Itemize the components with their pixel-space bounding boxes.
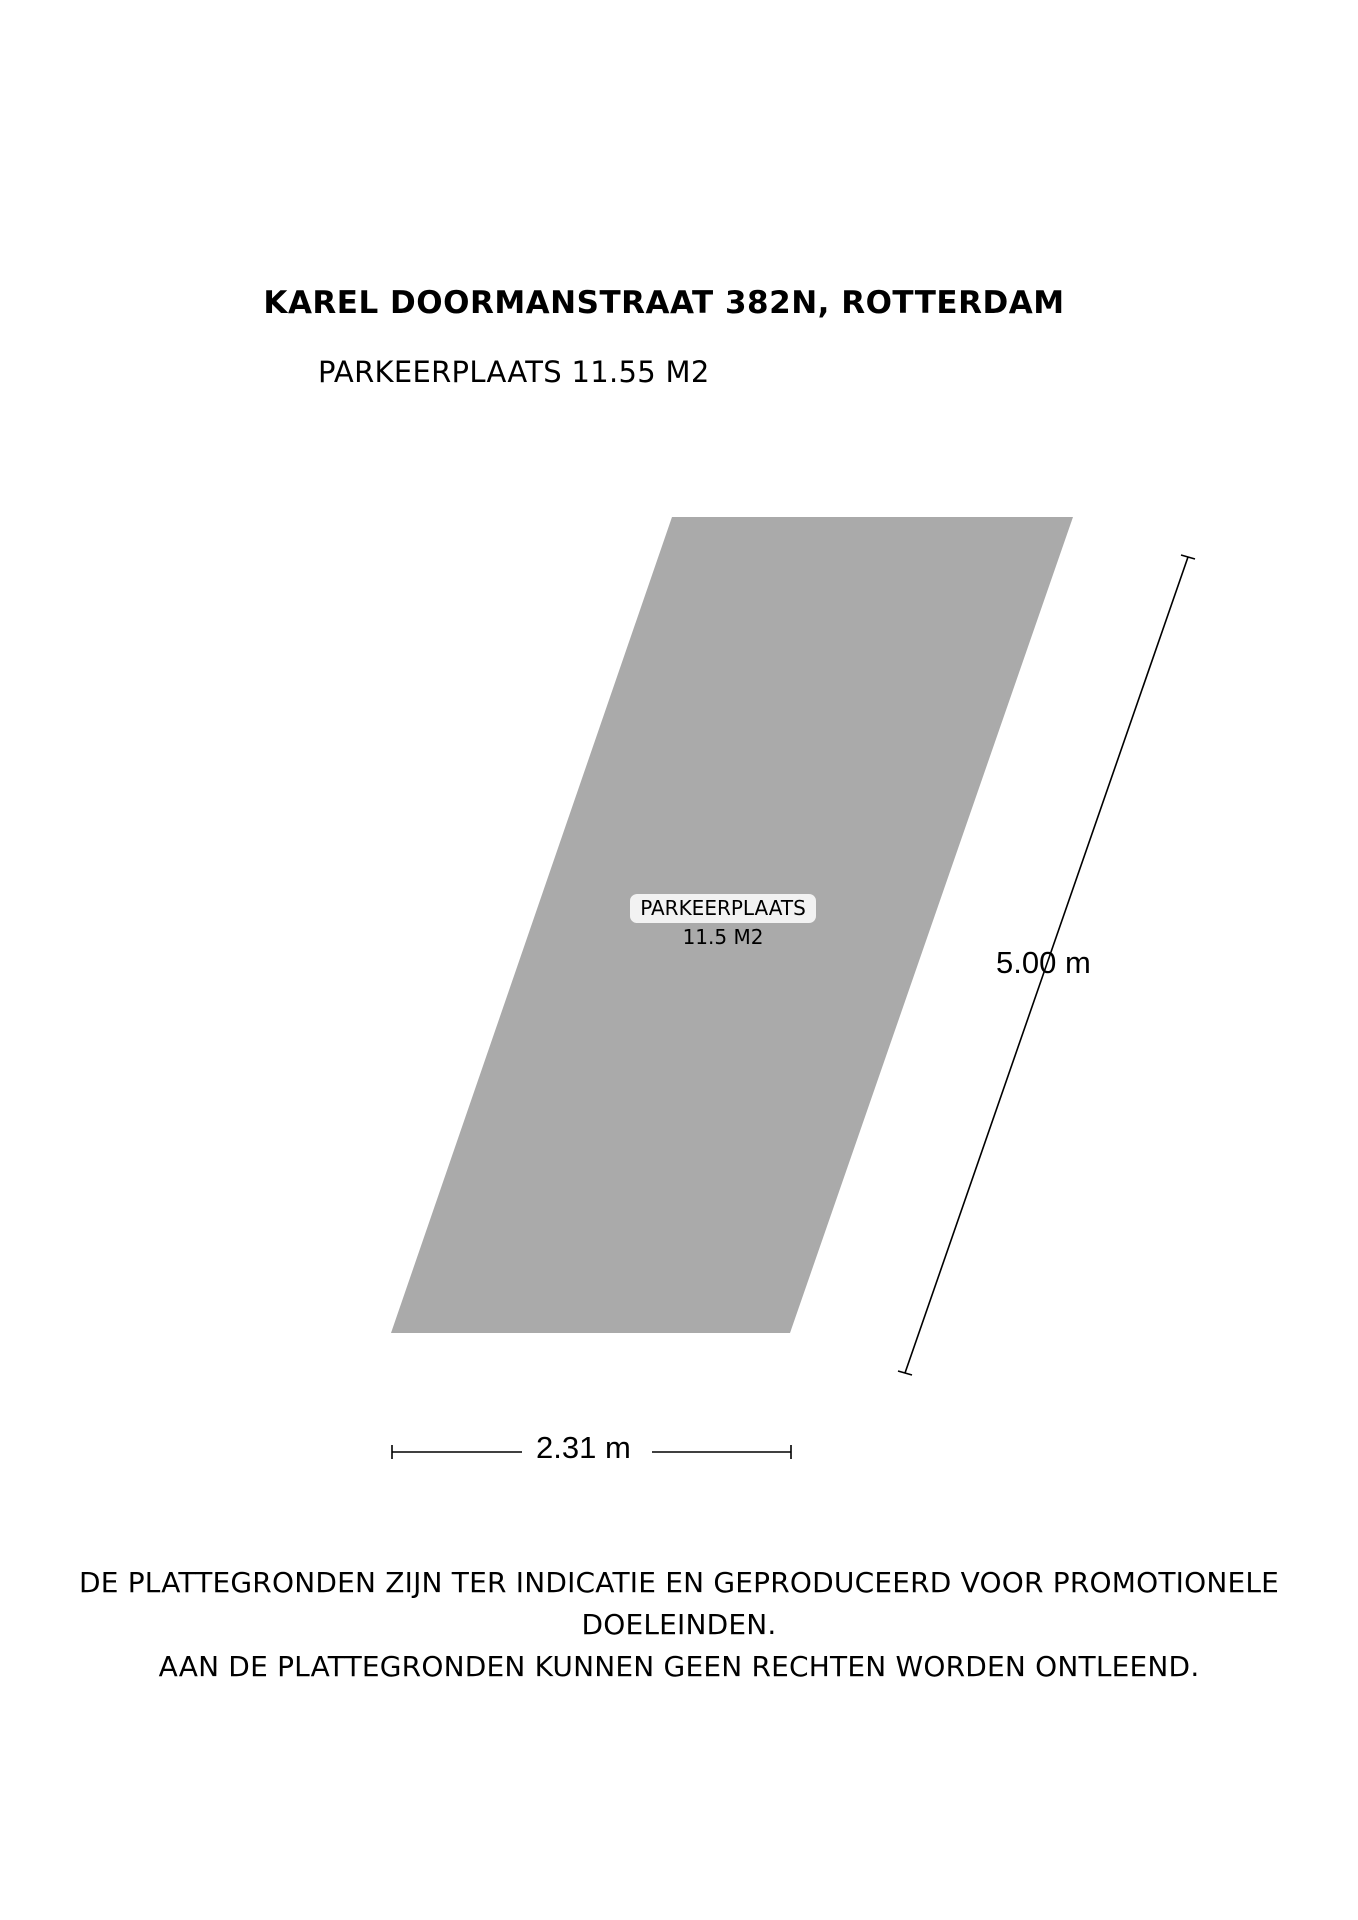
room-name: PARKEERPLAATS bbox=[630, 894, 816, 923]
length-dimension-label: 5.00 m bbox=[996, 945, 1091, 980]
room-label bbox=[618, 894, 828, 949]
room-area: 11.5 M2 bbox=[682, 925, 764, 949]
width-dimension-label: 2.31 m bbox=[528, 1432, 639, 1463]
disclaimer bbox=[0, 1562, 1358, 1688]
page-subtitle: PARKEERPLAATS 11.55 M2 bbox=[318, 355, 710, 389]
disclaimer-line-2: AAN DE PLATTEGRONDEN KUNNEN GEEN RECHTEN WORDEN ONTLEEND. bbox=[158, 1650, 1200, 1683]
disclaimer-line-1: DE PLATTEGRONDEN ZIJN TER INDICATIE EN GEPRODUCEERD VOOR PROMOTIONELE DOELEINDEN. bbox=[78, 1566, 1280, 1641]
page-title: KAREL DOORMANSTRAAT 382N, ROTTERDAM bbox=[263, 285, 1065, 321]
